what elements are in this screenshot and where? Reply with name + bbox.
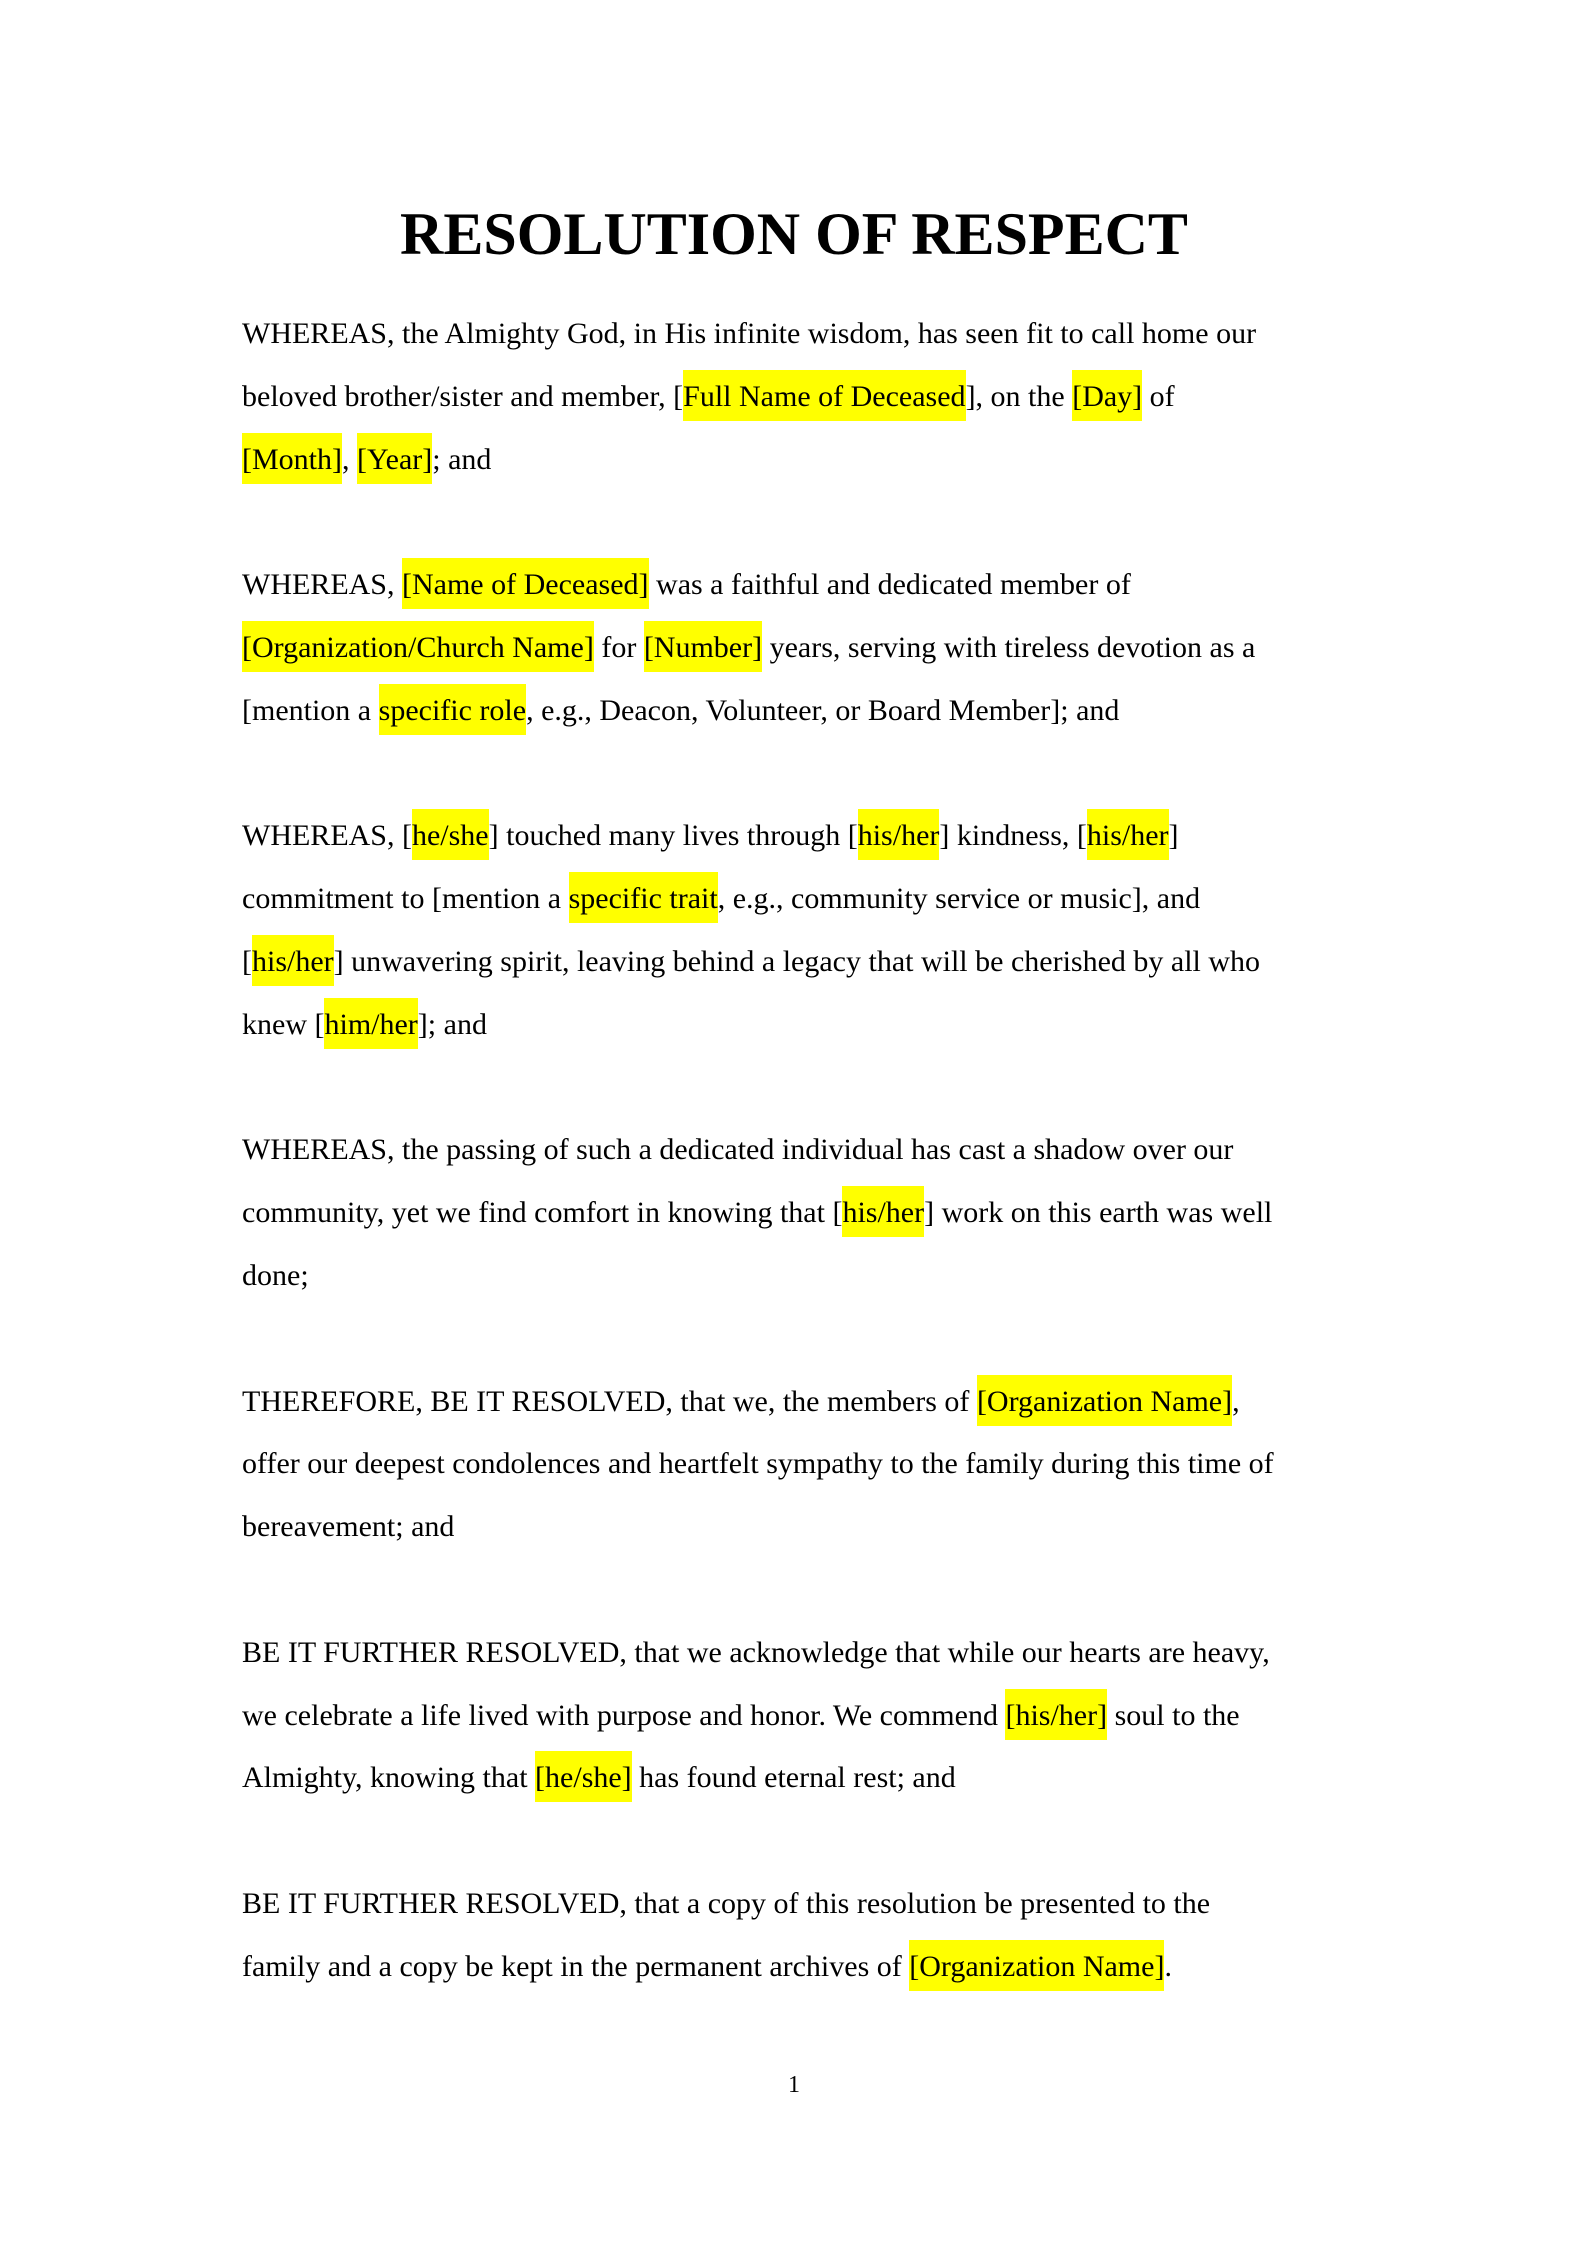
paragraph: [242, 554, 1352, 742]
highlighted-placeholder: his/her: [842, 1186, 924, 1237]
text-segment: ,: [1232, 1384, 1240, 1418]
highlighted-placeholder: Full Name of Deceased: [683, 370, 965, 421]
text-line: [242, 868, 1352, 931]
text-segment: , e.g., community service or music], and: [717, 882, 1201, 916]
text-segment: [: [242, 944, 252, 978]
text-segment: years, serving with tireless devotion as a: [762, 630, 1256, 664]
text-segment: ], on the: [965, 379, 1073, 413]
highlighted-placeholder: him/her: [324, 998, 417, 1049]
highlighted-placeholder: his/her: [252, 935, 334, 986]
text-line: [242, 429, 1352, 492]
text-segment: ] touched many lives through [: [488, 819, 858, 853]
highlighted-placeholder: he/she: [412, 809, 489, 860]
highlighted-placeholder: [Month]: [242, 433, 342, 484]
text-line: [242, 366, 1352, 429]
text-line: [242, 1245, 1352, 1308]
text-segment: , e.g., Deacon, Volunteer, or Board Member]; and: [526, 693, 1120, 727]
text-line: [242, 1685, 1352, 1748]
text-segment: ,: [342, 442, 357, 476]
text-line: [242, 680, 1352, 743]
text-segment: BE IT FURTHER RESOLVED, that we acknowledge that while our hearts are heavy,: [242, 1635, 1270, 1669]
highlighted-placeholder: [he/she]: [535, 1751, 632, 1802]
text-segment: THEREFORE, BE IT RESOLVED, that we, the members of: [242, 1384, 977, 1418]
text-segment: bereavement; and: [242, 1510, 455, 1544]
text-line: [242, 805, 1352, 868]
paragraph: [242, 303, 1352, 491]
text-segment: WHEREAS, [: [242, 819, 412, 853]
highlighted-placeholder: [Number]: [644, 621, 762, 672]
text-line: [242, 554, 1352, 617]
document-title: RESOLUTION OF RESPECT: [400, 201, 1188, 267]
text-line: [242, 1622, 1352, 1685]
text-line: [242, 1747, 1352, 1810]
text-line: [242, 1496, 1352, 1559]
document-body: [242, 303, 1352, 2061]
highlighted-placeholder: [Organization/Church Name]: [242, 621, 594, 672]
text-segment: WHEREAS, the Almighty God, in His infinite wisdom, has seen fit to call home our: [242, 317, 1257, 350]
text-line: [242, 1433, 1352, 1496]
highlighted-placeholder: [his/her]: [1005, 1689, 1107, 1740]
highlighted-placeholder: his/her: [1087, 809, 1169, 860]
text-segment: of: [1142, 379, 1175, 413]
text-line: [242, 303, 1352, 366]
paragraph: [242, 1622, 1352, 1810]
text-segment: ] work on this earth was well: [924, 1196, 1273, 1230]
text-line: [242, 1119, 1352, 1182]
text-line: [242, 617, 1352, 680]
text-segment: ; and: [432, 442, 492, 476]
highlighted-placeholder: [Year]: [357, 433, 432, 484]
text-line: [242, 1936, 1352, 1999]
text-segment: family and a copy be kept in the permanent archives of: [242, 1949, 910, 1983]
text-segment: ]: [1168, 819, 1179, 853]
page-number: 1: [788, 2072, 800, 2098]
text-line: [242, 1182, 1352, 1245]
text-segment: done;: [242, 1258, 309, 1292]
text-segment: ]; and: [417, 1007, 487, 1041]
text-segment: WHEREAS,: [242, 568, 402, 602]
text-segment: WHEREAS, the passing of such a dedicated individual has cast a shadow over our: [242, 1133, 1234, 1167]
text-segment: offer our deepest condolences and heartfelt sympathy to the family during this time of: [242, 1447, 1274, 1481]
text-line: [242, 994, 1352, 1057]
text-segment: has found eternal rest; and: [631, 1761, 956, 1795]
text-segment: .: [1164, 1949, 1172, 1983]
paragraph: [242, 1371, 1352, 1559]
text-segment: was a faithful and dedicated member of: [648, 568, 1131, 602]
text-segment: beloved brother/sister and member, [: [242, 379, 684, 413]
highlighted-placeholder: his/her: [858, 809, 940, 860]
highlighted-placeholder: [Organization Name]: [977, 1375, 1232, 1426]
text-segment: for: [593, 630, 644, 664]
text-segment: ] unwavering spirit, leaving behind a legacy that will be cherished by all who: [333, 944, 1261, 978]
highlighted-placeholder: [Day]: [1072, 370, 1142, 421]
paragraph: [242, 805, 1352, 1056]
paragraph: [242, 1873, 1352, 1999]
text-segment: community, yet we find comfort in knowing that [: [242, 1196, 843, 1230]
text-segment: commitment to [mention a: [242, 882, 569, 916]
text-line: [242, 1371, 1352, 1434]
text-line: [242, 1873, 1352, 1936]
highlighted-placeholder: specific role: [379, 684, 526, 735]
highlighted-placeholder: specific trait: [569, 872, 718, 923]
text-segment: soul to the: [1107, 1698, 1240, 1732]
highlighted-placeholder: [Name of Deceased]: [402, 558, 649, 609]
text-line: [242, 931, 1352, 994]
paragraph: [242, 1119, 1352, 1307]
highlighted-placeholder: [Organization Name]: [909, 1940, 1164, 1991]
text-segment: ] kindness, [: [939, 819, 1087, 853]
text-segment: [mention a: [242, 693, 379, 727]
text-segment: knew [: [242, 1007, 325, 1041]
text-segment: Almighty, knowing that: [242, 1761, 536, 1795]
text-segment: we celebrate a life lived with purpose and honor. We commend: [242, 1698, 1006, 1732]
text-segment: BE IT FURTHER RESOLVED, that a copy of this resolution be presented to the: [242, 1886, 1211, 1920]
